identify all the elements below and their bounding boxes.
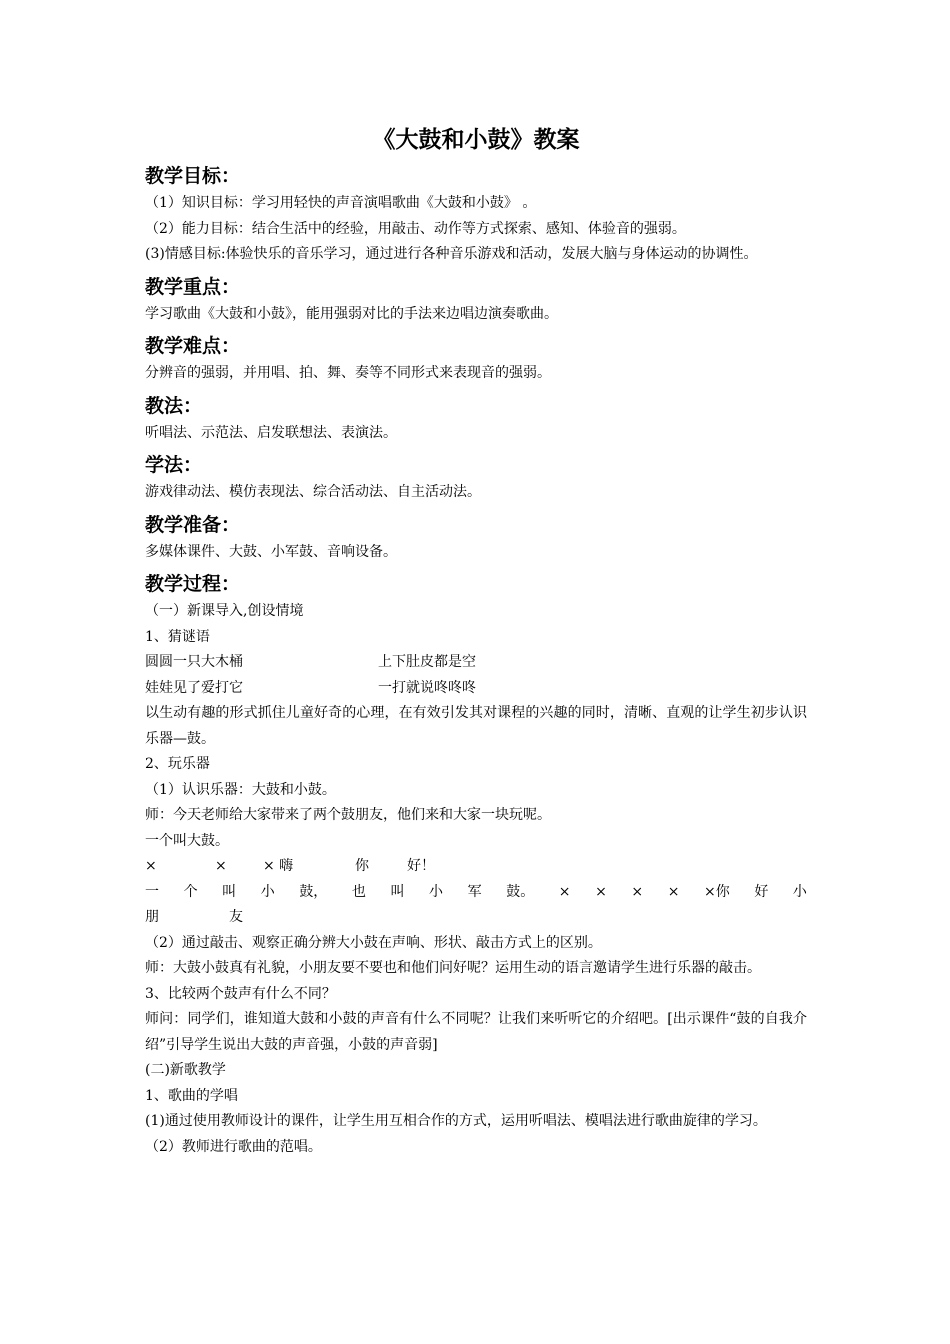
process-step2-2: （2）通过敲击、观察正确分辨大小鼓在声响、形状、敲击方式上的区别。 [145, 934, 602, 951]
riddle-line-2-a: 娃娃见了爱打它 [145, 679, 243, 696]
rhythm-token: × [215, 858, 227, 874]
small-drum-token: 叫 [222, 883, 237, 900]
heading-key-points: 教学重点： [145, 275, 241, 298]
small-drum-token: × [667, 883, 680, 900]
small-drum-token: 军 [467, 883, 482, 900]
heading-preparation: 教学准备： [145, 513, 241, 536]
teacher-line-3: 师问：同学们，谁知道大鼓和小鼓的声音有什么不同呢？让我们来听听它的介绍吧。[出示课件“鼓的自我介绍”引导学生说出大鼓的声音强，小鼓的声音弱] [145, 1011, 807, 1053]
teacher-line-1: 师：今天老师给大家带来了两个鼓朋友，他们来和大家一块玩呢。 [145, 807, 551, 823]
small-drum-token: 鼓， [299, 883, 328, 900]
small-drum-token: 一 [145, 883, 159, 900]
small-drum-token: 小 [429, 883, 444, 900]
small-drum-token: 好 [754, 883, 769, 900]
small-drum-token: 也 [351, 883, 366, 900]
small-drum-token: × [558, 883, 571, 900]
heading-process: 教学过程： [145, 573, 241, 595]
small-drum-token: 朋 [145, 909, 159, 925]
small-drum-token: 叫 [390, 883, 405, 900]
small-drum-token: 小 [260, 883, 275, 900]
small-drum-token: 小 [792, 883, 807, 900]
goal-item-3: (3)情感目标:体验快乐的音乐学习，通过进行各种音乐游戏和活动，发展大脑与身体运动的协调性。 [145, 246, 758, 262]
riddle-line-2-b: 一打就说咚咚咚 [378, 679, 476, 696]
small-drum-token: × [631, 883, 644, 900]
rhythm-token: × [145, 858, 157, 874]
riddle-line-1 [145, 650, 807, 676]
heading-difficulties: 教学难点： [145, 335, 241, 357]
preparation-text: 多媒体课件、大鼓、小军鼓、音响设备。 [145, 543, 397, 560]
big-drum-rhythm [145, 854, 807, 880]
small-drum-token: 友 [229, 909, 243, 925]
heading-teaching-methods: 教法： [145, 394, 203, 417]
riddle-line-1-a: 圆圆一只大木桶 [145, 654, 243, 670]
small-drum-line-2 [145, 905, 807, 931]
process-step3: 3、比较两个鼓声有什么不同？ [145, 985, 336, 1002]
process-step2-1: （1）认识乐器：大鼓和小鼓。 [145, 781, 336, 798]
heading-learning-methods: 学法： [145, 454, 203, 476]
document-title: 《大鼓和小鼓》教案 [372, 127, 580, 153]
process-part2-title: (二)新歌教学 [145, 1062, 226, 1078]
teaching-methods-text: 听唱法、示范法、启发联想法、表演法。 [145, 424, 397, 441]
process-part2-step1-2: （2）教师进行歌曲的范唱。 [145, 1138, 322, 1155]
rhythm-token: × 嗨 [263, 858, 294, 874]
key-points-text: 学习歌曲《大鼓和小鼓》，能用强弱对比的手法来边唱边演奏歌曲。 [145, 305, 558, 322]
rhythm-token: 好！ [407, 858, 435, 874]
goal-item-2: （2）能力目标：结合生活中的经验，用敲击、动作等方式探索、感知、体验音的强弱。 [145, 220, 686, 237]
teacher-line-2: 师：大鼓小鼓真有礼貌，小朋友要不要也和他们问好呢？运用生动的语言邀请学生进行乐器的敲击。 [145, 960, 761, 976]
process-part2-step1-1: (1)通过使用教师设计的课件，让学生用互相合作的方式，运用听唱法、模唱法进行歌曲旋律的学习。 [145, 1113, 767, 1129]
process-step2: 2、玩乐器 [145, 756, 210, 772]
small-drum-token: ×你 [704, 883, 730, 900]
process-step1: 1、猜谜语 [145, 628, 210, 645]
difficulties-text: 分辨音的强弱，并用唱、拍、舞、奏等不同形式来表现音的强弱。 [145, 365, 551, 381]
small-drum-token: 个 [183, 883, 198, 900]
big-drum-intro: 一个叫大鼓。 [145, 832, 229, 849]
small-drum-intro [145, 880, 807, 906]
heading-goals: 教学目标： [145, 165, 241, 187]
rhythm-token: 你 [355, 858, 369, 874]
small-drum-token: × [595, 883, 607, 900]
goal-item-1: （1）知识目标：学习用轻快的声音演唱歌曲《大鼓和小鼓》 。 [145, 195, 537, 211]
small-drum-token: 鼓。 [506, 883, 535, 900]
riddle-line-2 [145, 676, 807, 702]
process-part1-title: （一）新课导入,创设情境 [145, 603, 304, 619]
learning-methods-text: 游戏律动法、模仿表现法、综合活动法、自主活动法。 [145, 484, 481, 500]
riddle-note: 以生动有趣的形式抓住儿童好奇的心理，在有效引发其对课程的兴趣的同时，清晰、直观的让学生初步认识乐器—鼓。 [145, 705, 807, 747]
process-part2-step1: 1、歌曲的学唱 [145, 1087, 238, 1104]
lesson-plan-page [145, 122, 807, 1160]
riddle-line-1-b: 上下肚皮都是空 [378, 654, 476, 670]
